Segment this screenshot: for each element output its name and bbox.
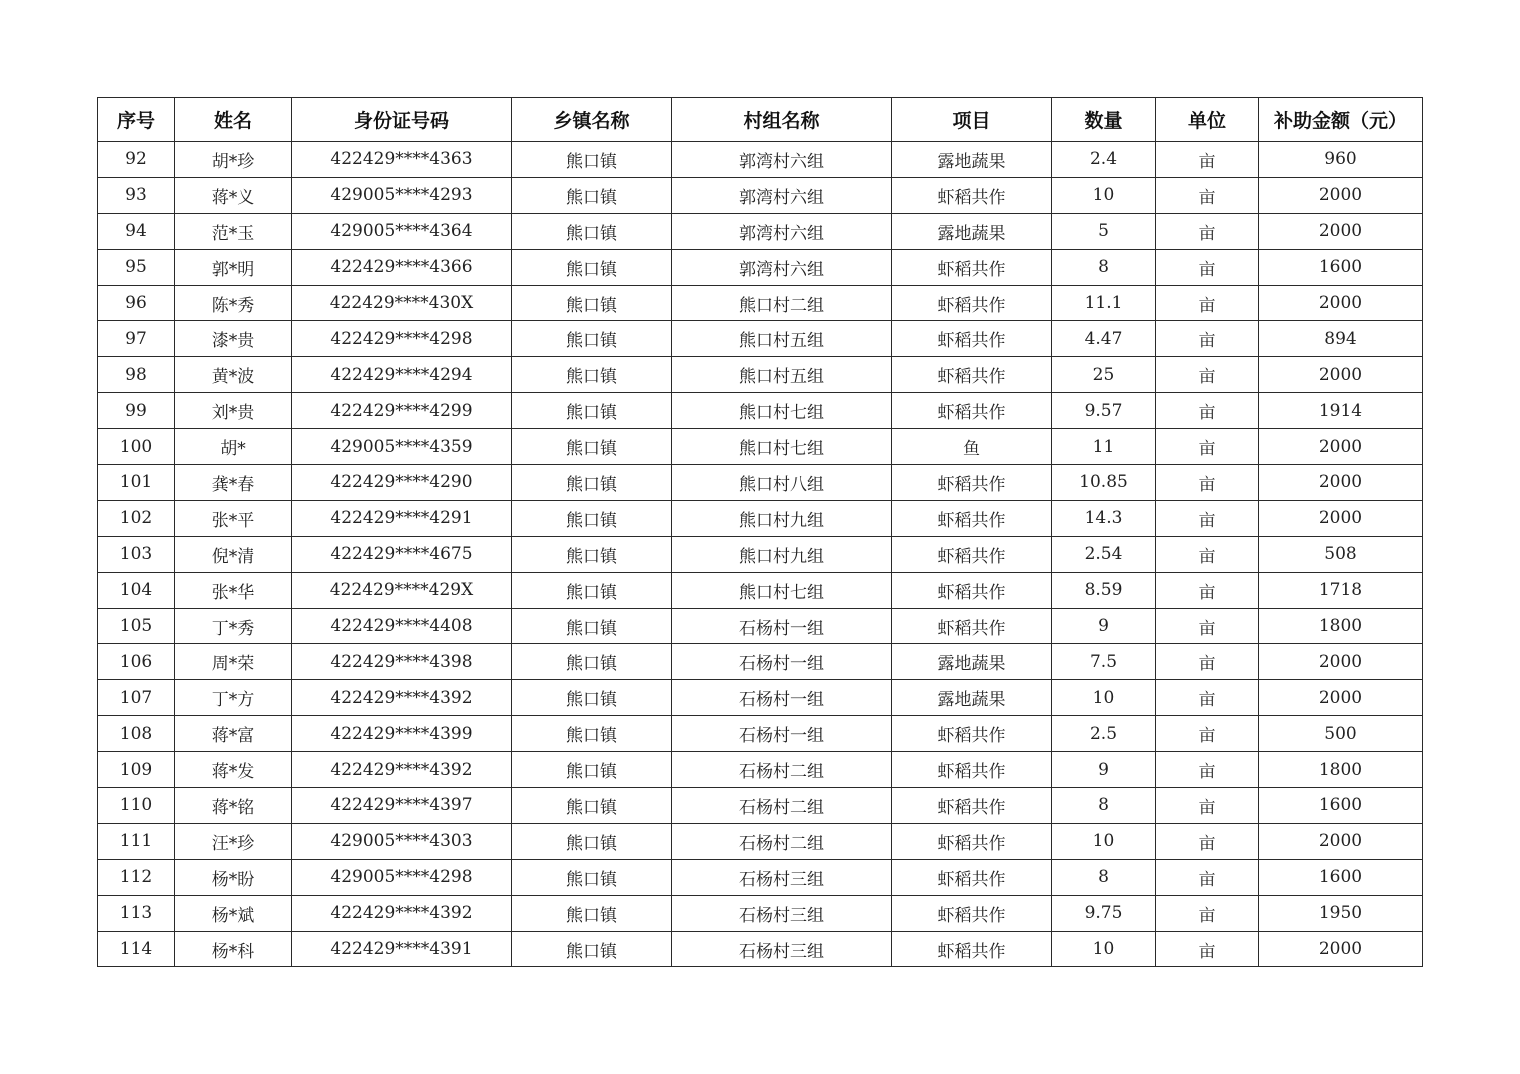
cell-town: 熊口镇 — [512, 572, 672, 608]
table-row — [98, 895, 1423, 931]
cell-name: 胡* — [175, 429, 292, 465]
cell-unit: 亩 — [1156, 788, 1259, 824]
cell-id-number: 422429****4392 — [292, 680, 512, 716]
cell-quantity: 9 — [1052, 752, 1156, 788]
cell-id-number: 429005****4364 — [292, 213, 512, 249]
cell-quantity: 14.3 — [1052, 500, 1156, 536]
cell-name: 丁*方 — [175, 680, 292, 716]
cell-town: 熊口镇 — [512, 644, 672, 680]
cell-index: 106 — [98, 644, 175, 680]
cell-town: 熊口镇 — [512, 788, 672, 824]
table-row — [98, 716, 1423, 752]
cell-town: 熊口镇 — [512, 249, 672, 285]
table-row — [98, 859, 1423, 895]
cell-index: 105 — [98, 608, 175, 644]
cell-project: 虾稻共作 — [892, 931, 1052, 967]
cell-town: 熊口镇 — [512, 285, 672, 321]
cell-unit: 亩 — [1156, 823, 1259, 859]
cell-quantity: 5 — [1052, 213, 1156, 249]
cell-name: 杨*盼 — [175, 859, 292, 895]
cell-village-group: 郭湾村六组 — [672, 213, 892, 249]
cell-project: 虾稻共作 — [892, 859, 1052, 895]
header-unit: 单位 — [1156, 98, 1259, 142]
document-page — [97, 97, 1422, 967]
cell-name: 张*华 — [175, 572, 292, 608]
cell-id-number: 422429****4675 — [292, 536, 512, 572]
cell-name: 龚*春 — [175, 465, 292, 501]
cell-subsidy-amount: 2000 — [1259, 213, 1423, 249]
table-row — [98, 788, 1423, 824]
cell-subsidy-amount: 2000 — [1259, 177, 1423, 213]
cell-quantity: 11 — [1052, 429, 1156, 465]
cell-town: 熊口镇 — [512, 823, 672, 859]
cell-quantity: 9 — [1052, 608, 1156, 644]
cell-project: 露地蔬果 — [892, 644, 1052, 680]
cell-quantity: 7.5 — [1052, 644, 1156, 680]
cell-name: 陈*秀 — [175, 285, 292, 321]
cell-village-group: 熊口村七组 — [672, 429, 892, 465]
cell-village-group: 石杨村三组 — [672, 895, 892, 931]
cell-index: 95 — [98, 249, 175, 285]
cell-project: 露地蔬果 — [892, 213, 1052, 249]
cell-quantity: 2.5 — [1052, 716, 1156, 752]
cell-subsidy-amount: 1950 — [1259, 895, 1423, 931]
cell-project: 虾稻共作 — [892, 177, 1052, 213]
table-row — [98, 321, 1423, 357]
cell-id-number: 429005****4303 — [292, 823, 512, 859]
cell-unit: 亩 — [1156, 931, 1259, 967]
header-name: 姓名 — [175, 98, 292, 142]
cell-index: 101 — [98, 465, 175, 501]
cell-index: 100 — [98, 429, 175, 465]
cell-name: 蒋*富 — [175, 716, 292, 752]
cell-unit: 亩 — [1156, 177, 1259, 213]
cell-subsidy-amount: 1600 — [1259, 859, 1423, 895]
cell-project: 虾稻共作 — [892, 895, 1052, 931]
cell-name: 刘*贵 — [175, 393, 292, 429]
cell-unit: 亩 — [1156, 859, 1259, 895]
cell-project: 虾稻共作 — [892, 249, 1052, 285]
cell-unit: 亩 — [1156, 357, 1259, 393]
header-quantity: 数量 — [1052, 98, 1156, 142]
cell-village-group: 石杨村一组 — [672, 680, 892, 716]
cell-subsidy-amount: 894 — [1259, 321, 1423, 357]
cell-unit: 亩 — [1156, 644, 1259, 680]
cell-subsidy-amount: 2000 — [1259, 931, 1423, 967]
cell-name: 蒋*铭 — [175, 788, 292, 824]
table-row — [98, 249, 1423, 285]
cell-index: 94 — [98, 213, 175, 249]
cell-subsidy-amount: 1800 — [1259, 752, 1423, 788]
cell-quantity: 10 — [1052, 680, 1156, 716]
cell-village-group: 石杨村一组 — [672, 644, 892, 680]
cell-village-group: 石杨村二组 — [672, 788, 892, 824]
cell-project: 虾稻共作 — [892, 500, 1052, 536]
cell-village-group: 石杨村一组 — [672, 716, 892, 752]
cell-subsidy-amount: 500 — [1259, 716, 1423, 752]
cell-quantity: 11.1 — [1052, 285, 1156, 321]
cell-town: 熊口镇 — [512, 357, 672, 393]
cell-subsidy-amount: 1600 — [1259, 249, 1423, 285]
cell-town: 熊口镇 — [512, 895, 672, 931]
cell-id-number: 422429****4294 — [292, 357, 512, 393]
cell-village-group: 熊口村八组 — [672, 465, 892, 501]
cell-village-group: 石杨村二组 — [672, 752, 892, 788]
cell-village-group: 熊口村五组 — [672, 357, 892, 393]
cell-name: 范*玉 — [175, 213, 292, 249]
header-project: 项目 — [892, 98, 1052, 142]
cell-village-group: 郭湾村六组 — [672, 249, 892, 285]
table-row — [98, 680, 1423, 716]
cell-name: 张*平 — [175, 500, 292, 536]
table-row — [98, 177, 1423, 213]
cell-town: 熊口镇 — [512, 500, 672, 536]
cell-index: 98 — [98, 357, 175, 393]
cell-id-number: 422429****430X — [292, 285, 512, 321]
cell-project: 虾稻共作 — [892, 716, 1052, 752]
cell-subsidy-amount: 2000 — [1259, 823, 1423, 859]
cell-village-group: 石杨村三组 — [672, 931, 892, 967]
table-row — [98, 608, 1423, 644]
cell-id-number: 429005****4298 — [292, 859, 512, 895]
cell-id-number: 422429****4392 — [292, 752, 512, 788]
header-town: 乡镇名称 — [512, 98, 672, 142]
cell-index: 113 — [98, 895, 175, 931]
cell-name: 蒋*发 — [175, 752, 292, 788]
cell-subsidy-amount: 1914 — [1259, 393, 1423, 429]
cell-id-number: 422429****4363 — [292, 142, 512, 178]
cell-village-group: 石杨村一组 — [672, 608, 892, 644]
cell-quantity: 4.47 — [1052, 321, 1156, 357]
cell-id-number: 422429****4392 — [292, 895, 512, 931]
cell-quantity: 25 — [1052, 357, 1156, 393]
cell-project: 虾稻共作 — [892, 357, 1052, 393]
cell-name: 胡*珍 — [175, 142, 292, 178]
cell-project: 虾稻共作 — [892, 285, 1052, 321]
cell-index: 112 — [98, 859, 175, 895]
cell-project: 露地蔬果 — [892, 142, 1052, 178]
cell-id-number: 422429****4290 — [292, 465, 512, 501]
cell-town: 熊口镇 — [512, 859, 672, 895]
cell-subsidy-amount: 2000 — [1259, 500, 1423, 536]
cell-id-number: 429005****4293 — [292, 177, 512, 213]
cell-unit: 亩 — [1156, 608, 1259, 644]
cell-id-number: 422429****4299 — [292, 393, 512, 429]
cell-project: 虾稻共作 — [892, 823, 1052, 859]
cell-town: 熊口镇 — [512, 429, 672, 465]
table-row — [98, 285, 1423, 321]
cell-town: 熊口镇 — [512, 931, 672, 967]
table-row — [98, 357, 1423, 393]
cell-index: 102 — [98, 500, 175, 536]
cell-id-number: 422429****4397 — [292, 788, 512, 824]
table-row — [98, 142, 1423, 178]
cell-index: 111 — [98, 823, 175, 859]
cell-name: 黄*波 — [175, 357, 292, 393]
cell-index: 114 — [98, 931, 175, 967]
cell-village-group: 熊口村五组 — [672, 321, 892, 357]
cell-unit: 亩 — [1156, 465, 1259, 501]
cell-name: 丁*秀 — [175, 608, 292, 644]
cell-subsidy-amount: 1600 — [1259, 788, 1423, 824]
cell-subsidy-amount: 2000 — [1259, 465, 1423, 501]
cell-quantity: 8 — [1052, 859, 1156, 895]
cell-project: 虾稻共作 — [892, 393, 1052, 429]
cell-subsidy-amount: 1800 — [1259, 608, 1423, 644]
cell-name: 周*荣 — [175, 644, 292, 680]
cell-village-group: 郭湾村六组 — [672, 177, 892, 213]
cell-quantity: 8.59 — [1052, 572, 1156, 608]
cell-unit: 亩 — [1156, 285, 1259, 321]
cell-project: 虾稻共作 — [892, 572, 1052, 608]
cell-index: 110 — [98, 788, 175, 824]
cell-unit: 亩 — [1156, 680, 1259, 716]
cell-subsidy-amount: 2000 — [1259, 285, 1423, 321]
subsidy-table — [97, 97, 1423, 967]
table-row — [98, 393, 1423, 429]
cell-village-group: 熊口村九组 — [672, 500, 892, 536]
cell-subsidy-amount: 960 — [1259, 142, 1423, 178]
header-subsidy-amount: 补助金额（元） — [1259, 98, 1423, 142]
table-row — [98, 465, 1423, 501]
cell-project: 虾稻共作 — [892, 321, 1052, 357]
table-header-row — [98, 98, 1423, 142]
cell-village-group: 石杨村二组 — [672, 823, 892, 859]
cell-project: 鱼 — [892, 429, 1052, 465]
cell-quantity: 10.85 — [1052, 465, 1156, 501]
table-row — [98, 536, 1423, 572]
table-row — [98, 823, 1423, 859]
cell-village-group: 熊口村二组 — [672, 285, 892, 321]
cell-project: 虾稻共作 — [892, 536, 1052, 572]
cell-unit: 亩 — [1156, 429, 1259, 465]
cell-quantity: 10 — [1052, 931, 1156, 967]
cell-name: 郭*明 — [175, 249, 292, 285]
cell-town: 熊口镇 — [512, 680, 672, 716]
table-row — [98, 752, 1423, 788]
cell-town: 熊口镇 — [512, 536, 672, 572]
cell-unit: 亩 — [1156, 752, 1259, 788]
cell-quantity: 10 — [1052, 823, 1156, 859]
cell-name: 蒋*义 — [175, 177, 292, 213]
cell-index: 92 — [98, 142, 175, 178]
table-row — [98, 931, 1423, 967]
cell-id-number: 422429****4391 — [292, 931, 512, 967]
cell-town: 熊口镇 — [512, 465, 672, 501]
cell-unit: 亩 — [1156, 249, 1259, 285]
cell-project: 露地蔬果 — [892, 680, 1052, 716]
cell-index: 93 — [98, 177, 175, 213]
cell-id-number: 422429****4366 — [292, 249, 512, 285]
cell-subsidy-amount: 2000 — [1259, 644, 1423, 680]
cell-quantity: 9.57 — [1052, 393, 1156, 429]
table-row — [98, 644, 1423, 680]
header-village-group: 村组名称 — [672, 98, 892, 142]
cell-id-number: 429005****4359 — [292, 429, 512, 465]
cell-unit: 亩 — [1156, 500, 1259, 536]
cell-project: 虾稻共作 — [892, 788, 1052, 824]
cell-subsidy-amount: 2000 — [1259, 680, 1423, 716]
cell-id-number: 422429****429X — [292, 572, 512, 608]
cell-name: 漆*贵 — [175, 321, 292, 357]
cell-quantity: 2.4 — [1052, 142, 1156, 178]
cell-unit: 亩 — [1156, 321, 1259, 357]
cell-index: 99 — [98, 393, 175, 429]
cell-id-number: 422429****4399 — [292, 716, 512, 752]
table-row — [98, 500, 1423, 536]
cell-town: 熊口镇 — [512, 177, 672, 213]
cell-town: 熊口镇 — [512, 142, 672, 178]
header-id-number: 身份证号码 — [292, 98, 512, 142]
cell-village-group: 熊口村九组 — [672, 536, 892, 572]
cell-index: 109 — [98, 752, 175, 788]
cell-index: 107 — [98, 680, 175, 716]
cell-quantity: 2.54 — [1052, 536, 1156, 572]
cell-id-number: 422429****4398 — [292, 644, 512, 680]
cell-unit: 亩 — [1156, 213, 1259, 249]
cell-project: 虾稻共作 — [892, 465, 1052, 501]
cell-unit: 亩 — [1156, 142, 1259, 178]
cell-subsidy-amount: 508 — [1259, 536, 1423, 572]
cell-town: 熊口镇 — [512, 716, 672, 752]
cell-index: 97 — [98, 321, 175, 357]
cell-town: 熊口镇 — [512, 608, 672, 644]
cell-village-group: 郭湾村六组 — [672, 142, 892, 178]
cell-unit: 亩 — [1156, 393, 1259, 429]
cell-quantity: 8 — [1052, 788, 1156, 824]
cell-town: 熊口镇 — [512, 752, 672, 788]
cell-name: 杨*科 — [175, 931, 292, 967]
table-row — [98, 213, 1423, 249]
cell-index: 103 — [98, 536, 175, 572]
cell-unit: 亩 — [1156, 536, 1259, 572]
cell-id-number: 422429****4298 — [292, 321, 512, 357]
cell-name: 倪*清 — [175, 536, 292, 572]
cell-unit: 亩 — [1156, 716, 1259, 752]
cell-town: 熊口镇 — [512, 213, 672, 249]
cell-index: 104 — [98, 572, 175, 608]
cell-town: 熊口镇 — [512, 393, 672, 429]
cell-index: 108 — [98, 716, 175, 752]
table-row — [98, 572, 1423, 608]
table-body — [98, 142, 1423, 967]
cell-unit: 亩 — [1156, 572, 1259, 608]
cell-unit: 亩 — [1156, 895, 1259, 931]
cell-village-group: 熊口村七组 — [672, 572, 892, 608]
cell-quantity: 9.75 — [1052, 895, 1156, 931]
cell-id-number: 422429****4408 — [292, 608, 512, 644]
cell-name: 杨*斌 — [175, 895, 292, 931]
cell-name: 汪*珍 — [175, 823, 292, 859]
cell-quantity: 10 — [1052, 177, 1156, 213]
cell-subsidy-amount: 2000 — [1259, 429, 1423, 465]
cell-village-group: 石杨村三组 — [672, 859, 892, 895]
cell-quantity: 8 — [1052, 249, 1156, 285]
cell-village-group: 熊口村七组 — [672, 393, 892, 429]
cell-subsidy-amount: 2000 — [1259, 357, 1423, 393]
cell-index: 96 — [98, 285, 175, 321]
cell-project: 虾稻共作 — [892, 608, 1052, 644]
cell-id-number: 422429****4291 — [292, 500, 512, 536]
table-row — [98, 429, 1423, 465]
cell-project: 虾稻共作 — [892, 752, 1052, 788]
cell-town: 熊口镇 — [512, 321, 672, 357]
header-index: 序号 — [98, 98, 175, 142]
cell-subsidy-amount: 1718 — [1259, 572, 1423, 608]
